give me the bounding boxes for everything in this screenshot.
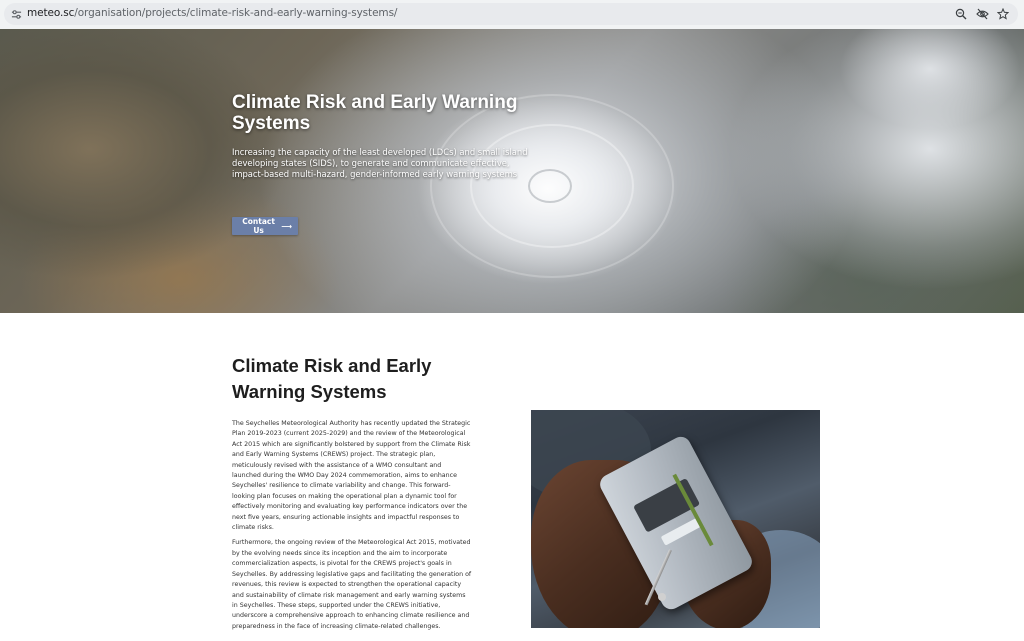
- address-bar[interactable]: [4, 3, 1018, 25]
- contact-us-label: Contact Us: [242, 217, 275, 235]
- zoom-icon[interactable]: [954, 7, 968, 21]
- hero-title: Climate Risk and Early Warning Systems: [232, 92, 518, 134]
- browser-toolbar: [0, 0, 1024, 30]
- article-body: [232, 419, 472, 637]
- url-path: /organisation/projects/climate-risk-and-early-warning-systems/: [74, 7, 398, 19]
- paragraph: Furthermore, the ongoing review of the Meteorological Act 2015, motivated by the evolving needs since its inception and the aim to incorporate commercialization aspects, is pivotal for the CREWS project's goals in Seychelles. By addressing legislative gaps and facilitating the generation of revenues, this review is expected to strengthen the operational capacity and sustainability of climate risk management and early warning systems in Seychelles. These steps, supported under the CREWS initiative, underscore a comprehensive approach to enhancing climate resilience and preparedness in the face of increasing climate-related challenges.: [232, 539, 472, 630]
- hero-banner: [0, 29, 1024, 313]
- hero-subtitle: Increasing the capacity of the least developed (LDCs) and small island developing states (SIDS), to generate and communicate effective, impact-based multi-hazard, gender-informed early warning systems: [232, 147, 528, 179]
- radio-hand-photo: [531, 410, 820, 628]
- section-title: Climate Risk and Early Warning Systems: [232, 355, 432, 402]
- star-icon[interactable]: [996, 7, 1010, 21]
- hero-cyclone-eye: [528, 169, 572, 203]
- eye-off-icon[interactable]: [975, 7, 989, 21]
- antenna-tip: [658, 593, 666, 601]
- site-info-icon[interactable]: [9, 7, 23, 21]
- contact-us-button[interactable]: [232, 217, 298, 235]
- paragraph: The Seychelles Meteorological Authority has recently updated the Strategic Plan 2019-2023 (current 2025-2029) and the review of the Meteorological Act 2015 which are significantly bolstered by support from the Climate Risk and Early Warning Systems (CREWS) project. The strategic plan, meticulously revised with the assistance of a WMO consultant and launched during the WMO Day 2024 commemoration, aims to enhance Seychelles' resilience to climate variability and change. This forward-looking plan focuses on making the operational plan a dynamic tool for effectively monitoring and evaluating key performance indicators over the next five years, ensuring actionable insights and impactful responses to climate risks.: [232, 420, 471, 532]
- url-text[interactable]: [27, 7, 397, 19]
- url-host: meteo.sc: [27, 7, 75, 19]
- arrow-right-icon: ⟶: [281, 221, 292, 231]
